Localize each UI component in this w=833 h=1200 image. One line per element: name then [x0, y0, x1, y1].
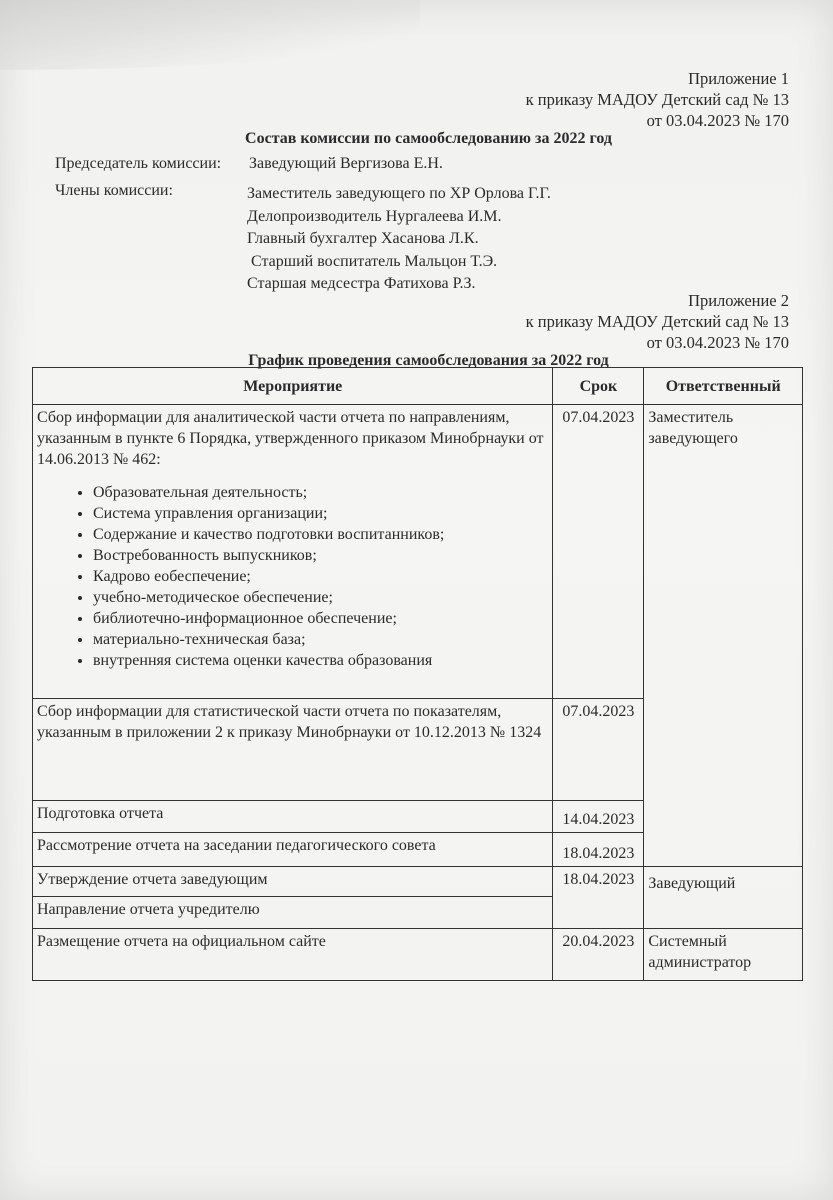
- appendix-2-date: от 03.04.2023 № 170: [646, 333, 789, 352]
- table-row: [33, 867, 803, 897]
- schedule-table: [32, 367, 803, 981]
- list-item: • Содержание и качество подготовки воспитанников;: [93, 524, 548, 545]
- header-deadline: Срок: [553, 368, 644, 405]
- list-item: • Образовательная деятельность;: [93, 482, 548, 503]
- commission-title: Состав комиссии по самообследованию за 2022 год: [245, 130, 612, 147]
- header-responsible: Ответственный: [644, 368, 803, 405]
- member-item: Заместитель заведующего по ХР Орлова Г.Г.: [247, 185, 551, 202]
- table-row: [33, 405, 803, 699]
- appendix-1-date: от 03.04.2023 № 170: [646, 111, 789, 130]
- members-list: [247, 183, 551, 296]
- deadline-cell: 14.04.2023: [553, 801, 644, 833]
- responsible-cell: Заведующий: [644, 867, 803, 929]
- members-label: Члены комиссии:: [55, 182, 173, 199]
- list-item: • Востребованность выпускников;: [93, 545, 548, 566]
- list-item: • библиотечно-информационное обеспечение;: [93, 608, 548, 629]
- appendix-2-order: к приказу МАДОУ Детский сад № 13: [525, 312, 789, 331]
- list-item: • внутренняя система оценки качества образования: [93, 650, 548, 671]
- deadline-cell: 07.04.2023: [553, 405, 644, 699]
- activity-cell: Размещение отчета на официальном сайте: [33, 929, 553, 981]
- activity-cell: Рассмотрение отчета на заседании педагогического совета: [33, 833, 553, 867]
- list-item: • материально-техническая база;: [93, 629, 548, 650]
- activity-cell: Утверждение отчета заведующим: [33, 867, 553, 897]
- deadline-cell: 18.04.2023: [553, 833, 644, 867]
- table-row: [33, 929, 803, 981]
- appendix-1-order: к приказу МАДОУ Детский сад № 13: [525, 90, 789, 109]
- list-item: • учебно-методическое обеспечение;: [93, 587, 548, 608]
- deadline-cell: 07.04.2023: [553, 699, 644, 801]
- activity-cell: [33, 405, 553, 699]
- paper-curl-shadow: [0, 0, 420, 70]
- header-activity: Мероприятие: [33, 368, 553, 405]
- activity-cell: Направление отчета учредителю: [33, 897, 553, 929]
- member-item: Старший воспитатель Мальцон Т.Э.: [251, 252, 498, 270]
- deadline-cell: 18.04.2023: [553, 867, 644, 929]
- table-header-row: [33, 368, 803, 405]
- list-item: • Кадрово еобеспечение;: [93, 566, 548, 587]
- topics-list: [37, 482, 548, 671]
- member-item: Главный бухгалтер Хасанова Л.К.: [247, 230, 479, 247]
- appendix-1-header: [526, 68, 789, 131]
- responsible-cell: Системный администратор: [644, 929, 803, 981]
- activity-cell: Подготовка отчета: [33, 801, 553, 833]
- responsible-cell: Заместитель заведующего: [644, 405, 803, 867]
- activity-text: Сбор информации для аналитической части отчета по направлениям, указанным в пункте 6 Порядка, утвержденного приказом Минобрнауки от 14.06.2013 № 462:: [37, 409, 544, 468]
- chair-label: Председатель комиссии:: [55, 155, 222, 172]
- chair-value: Заведующий Вергизова Е.Н.: [249, 155, 443, 172]
- schedule-title: График проведения самообследования за 2022 год: [248, 352, 609, 369]
- member-item: Делопроизводитель Нургалеева И.М.: [247, 207, 502, 225]
- deadline-cell: 20.04.2023: [553, 929, 644, 981]
- appendix-2-header: [526, 290, 789, 353]
- appendix-1-title: Приложение 1: [688, 69, 789, 88]
- member-item: Старшая медсестра Фатихова Р.З.: [247, 275, 476, 292]
- activity-cell: Сбор информации для статистической части отчета по показателям, указанным в приложении 2 к приказу Минобрнауки от 10.12.2013 № 1324: [33, 699, 553, 801]
- list-item: • Система управления организации;: [93, 503, 548, 524]
- appendix-2-title: Приложение 2: [688, 291, 789, 310]
